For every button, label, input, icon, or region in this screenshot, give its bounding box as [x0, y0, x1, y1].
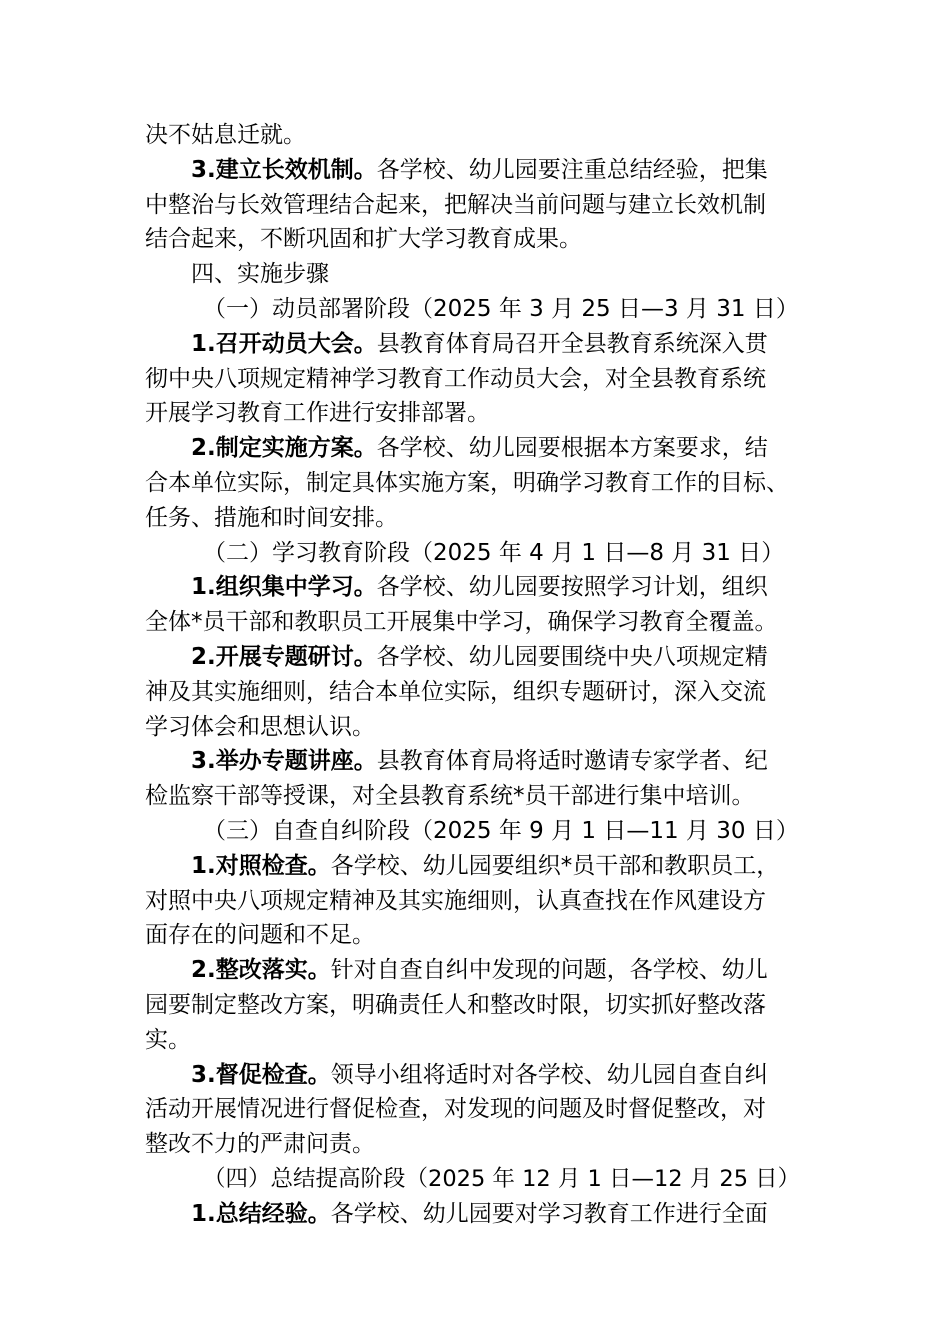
body-line: 合本单位实际，制定具体实施方案，明确学习教育工作的目标、	[145, 469, 789, 496]
item-heading: 3.举办专题讲座。	[191, 748, 377, 775]
body-line: 实。	[145, 1026, 191, 1053]
section-heading: 四、实施步骤	[191, 261, 329, 288]
body-line: 活动开展情况进行督促检查，对发现的问题及时督促整改，对	[145, 1096, 766, 1123]
paragraph-start: 1.召开动员大会。县教育体育局召开全县教育系统深入贯	[191, 330, 768, 357]
item-heading: 3.建立长效机制。	[191, 156, 377, 183]
item-heading: 1.组织集中学习。	[191, 574, 377, 601]
paragraph-start: 2.制定实施方案。各学校、幼儿园要根据本方案要求，结	[191, 435, 768, 462]
body-line: 面存在的问题和不足。	[145, 922, 375, 949]
body-line: 开展学习教育工作进行安排部署。	[145, 400, 490, 427]
paragraph-start: 1.组织集中学习。各学校、幼儿园要按照学习计划，组织	[191, 574, 768, 601]
body-line: 检监察干部等授课，对全县教育系统*员干部进行集中培训。	[145, 783, 755, 810]
stage-heading: （一）动员部署阶段（2025 年 3 月 25 日—3 月 31 日）	[203, 295, 799, 322]
paragraph-start: 1.对照检查。各学校、幼儿园要组织*员干部和教职员工，	[191, 852, 780, 879]
paragraph-start: 2.整改落实。针对自查自纠中发现的问题，各学校、幼儿	[191, 957, 768, 984]
item-heading: 1.对照检查。	[191, 852, 331, 879]
body-line: 园要制定整改方案，明确责任人和整改时限，切实抓好整改落	[145, 991, 766, 1018]
document-body	[145, 118, 810, 1232]
stage-heading: （三）自查自纠阶段（2025 年 9 月 1 日—11 月 30 日）	[203, 817, 799, 844]
body-line: 任务、措施和时间安排。	[145, 504, 398, 531]
body-line: 学习体会和思想认识。	[145, 713, 375, 740]
item-heading: 1.总结经验。	[191, 1200, 331, 1227]
item-heading: 2.制定实施方案。	[191, 435, 377, 462]
item-heading: 3.督促检查。	[191, 1061, 331, 1088]
item-heading: 1.召开动员大会。	[191, 330, 377, 357]
paragraph-start: 3.督促检查。领导小组将适时对各学校、幼儿园自查自纠	[191, 1061, 768, 1088]
body-line: 全体*员干部和教职员工开展集中学习，确保学习教育全覆盖。	[145, 609, 778, 636]
body-line: 对照中央八项规定精神及其实施细则，认真查找在作风建设方	[145, 887, 766, 914]
item-heading: 2.整改落实。	[191, 957, 331, 984]
body-line: 整改不力的严肃问责。	[145, 1131, 375, 1158]
paragraph-start: 3.建立长效机制。各学校、幼儿园要注重总结经验，把集	[191, 156, 768, 183]
stage-heading: （二）学习教育阶段（2025 年 4 月 1 日—8 月 31 日）	[203, 539, 785, 566]
body-line: 彻中央八项规定精神学习教育工作动员大会，对全县教育系统	[145, 365, 766, 392]
paragraph-start: 3.举办专题讲座。县教育体育局将适时邀请专家学者、纪	[191, 748, 768, 775]
paragraph-start: 1.总结经验。各学校、幼儿园要对学习教育工作进行全面	[191, 1200, 768, 1227]
body-line: 结合起来，不断巩固和扩大学习教育成果。	[145, 226, 582, 253]
item-heading: 2.开展专题研讨。	[191, 643, 377, 670]
body-line: 中整治与长效管理结合起来，把解决当前问题与建立长效机制	[145, 191, 766, 218]
stage-heading: （四）总结提高阶段（2025 年 12 月 1 日—12 月 25 日）	[203, 1165, 801, 1192]
body-line: 决不姑息迁就。	[145, 122, 306, 148]
paragraph-start: 2.开展专题研讨。各学校、幼儿园要围绕中央八项规定精	[191, 643, 768, 670]
body-line: 神及其实施细则，结合本单位实际，组织专题研讨，深入交流	[145, 678, 766, 705]
